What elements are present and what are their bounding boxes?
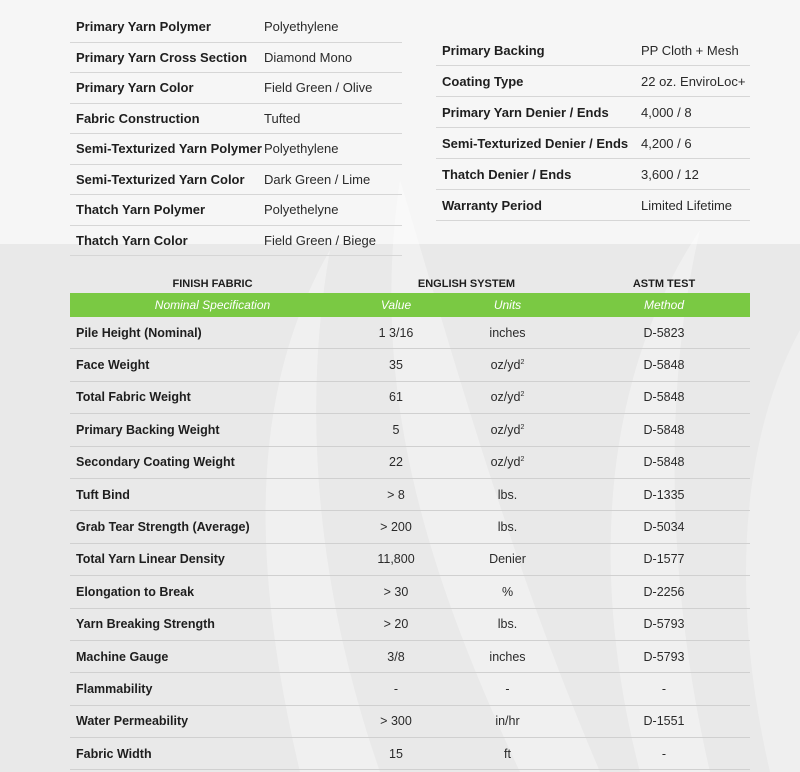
spec-row bbox=[436, 97, 750, 128]
row-test-method: D-5848 bbox=[643, 455, 685, 470]
row-unit bbox=[437, 390, 578, 404]
table-row bbox=[70, 706, 750, 738]
row-value: 35 bbox=[389, 358, 403, 373]
row-test-method: - bbox=[661, 746, 667, 761]
row-value: > 8 bbox=[387, 487, 405, 502]
spec-value: Field Green / Olive bbox=[264, 80, 373, 96]
table-row bbox=[70, 641, 750, 673]
row-value: > 200 bbox=[380, 520, 412, 535]
spec-label: Primary Yarn Polymer bbox=[76, 19, 211, 35]
spec-label: Semi-Texturized Yarn Color bbox=[76, 171, 245, 187]
subheader-bar bbox=[70, 293, 750, 317]
row-test-method: - bbox=[661, 681, 667, 696]
row-property-name: Pile Height (Nominal) bbox=[76, 325, 202, 340]
spec-row bbox=[70, 165, 402, 196]
row-property-name: Secondary Coating Weight bbox=[76, 455, 235, 470]
row-property-name: Total Yarn Linear Density bbox=[76, 552, 225, 567]
spec-value: Limited Lifetime bbox=[641, 197, 733, 213]
row-property-name: Total Fabric Weight bbox=[76, 390, 191, 405]
spec-value: Dark Green / Lime bbox=[264, 171, 371, 187]
row-value: - bbox=[393, 681, 399, 696]
table-body bbox=[70, 317, 750, 770]
left-spec-list bbox=[70, 12, 402, 256]
row-unit-text: oz/yd bbox=[490, 422, 521, 437]
row-value: 61 bbox=[389, 390, 403, 405]
spec-label: Thatch Denier / Ends bbox=[442, 166, 572, 182]
spec-row bbox=[70, 195, 402, 226]
row-unit-text: - bbox=[505, 681, 510, 696]
spec-row bbox=[70, 12, 402, 43]
spec-value: 4,000 / 8 bbox=[641, 104, 692, 120]
spec-value: Polyethylene bbox=[264, 19, 339, 35]
row-value: > 20 bbox=[383, 617, 409, 632]
row-unit-text: lbs. bbox=[497, 487, 518, 502]
row-unit bbox=[437, 455, 578, 469]
spec-row bbox=[70, 134, 402, 165]
spec-row bbox=[70, 43, 402, 74]
header-english-system: ENGLISH SYSTEM bbox=[417, 278, 516, 290]
table-row bbox=[70, 576, 750, 608]
row-unit-text: lbs. bbox=[497, 617, 518, 632]
row-unit-text: lbs. bbox=[497, 520, 518, 535]
spec-label: Primary Yarn Denier / Ends bbox=[442, 104, 609, 120]
table-row bbox=[70, 349, 750, 381]
spec-row bbox=[436, 35, 750, 66]
spec-value: Polyethelyne bbox=[264, 202, 339, 218]
row-value: 11,800 bbox=[377, 552, 415, 567]
row-unit-text: ft bbox=[504, 746, 511, 761]
row-property-name: Water Permeability bbox=[76, 714, 189, 729]
spec-value: 22 oz. EnviroLoc+ bbox=[641, 73, 746, 89]
row-unit bbox=[437, 682, 578, 696]
row-unit-text: oz/yd bbox=[490, 390, 521, 405]
row-unit-exponent: 2 bbox=[520, 456, 525, 464]
subheader-method: Method bbox=[643, 298, 685, 312]
spec-label: Coating Type bbox=[442, 73, 524, 89]
table-row bbox=[70, 447, 750, 479]
row-value: 22 bbox=[389, 455, 403, 470]
spec-value: 4,200 / 6 bbox=[641, 135, 692, 151]
table-row bbox=[70, 317, 750, 349]
spec-row bbox=[70, 73, 402, 104]
spec-row bbox=[436, 66, 750, 97]
row-value: 3/8 bbox=[387, 649, 405, 664]
row-test-method: D-1551 bbox=[643, 714, 685, 729]
spec-value: Field Green / Biege bbox=[264, 232, 377, 248]
row-test-method: D-5823 bbox=[643, 325, 685, 340]
row-property-name: Tuft Bind bbox=[76, 487, 130, 502]
spec-label: Fabric Construction bbox=[76, 110, 200, 126]
header-finish-fabric: FINISH FABRIC bbox=[172, 278, 253, 290]
spec-value: PP Cloth + Mesh bbox=[641, 42, 739, 58]
row-value: > 30 bbox=[383, 584, 409, 599]
spec-row bbox=[436, 159, 750, 190]
spec-label: Semi-Texturized Yarn Polymer bbox=[76, 141, 262, 157]
table-row bbox=[70, 544, 750, 576]
spec-label: Thatch Yarn Polymer bbox=[76, 202, 206, 218]
table-row bbox=[70, 382, 750, 414]
row-value: 1 3/16 bbox=[378, 325, 414, 340]
spec-row bbox=[70, 226, 402, 257]
table-row bbox=[70, 511, 750, 543]
row-unit bbox=[437, 423, 578, 437]
spec-label: Primary Yarn Color bbox=[76, 80, 194, 96]
subheader-nominal-spec: Nominal Specification bbox=[154, 298, 271, 312]
spec-label: Primary Backing bbox=[442, 42, 545, 58]
row-test-method: D-5793 bbox=[643, 617, 685, 632]
spec-label: Semi-Texturized Denier / Ends bbox=[442, 135, 629, 151]
row-test-method: D-1335 bbox=[643, 487, 685, 502]
row-test-method: D-5034 bbox=[643, 520, 685, 535]
table-header-row bbox=[70, 275, 750, 293]
subheader-units: Units bbox=[493, 298, 522, 312]
row-unit bbox=[437, 326, 578, 340]
row-property-name: Fabric Width bbox=[76, 746, 152, 761]
row-property-name: Yarn Breaking Strength bbox=[76, 617, 215, 632]
spec-value: Tufted bbox=[264, 110, 301, 126]
row-unit-text: oz/yd bbox=[490, 455, 521, 470]
right-spec-list bbox=[436, 35, 750, 221]
row-test-method: D-5793 bbox=[643, 649, 685, 664]
row-property-name: Grab Tear Strength (Average) bbox=[76, 520, 250, 535]
spec-label: Warranty Period bbox=[442, 197, 542, 213]
table-row bbox=[70, 738, 750, 770]
subheader-value: Value bbox=[380, 298, 412, 312]
row-unit bbox=[437, 488, 578, 502]
row-unit bbox=[437, 358, 578, 372]
table-row bbox=[70, 609, 750, 641]
row-unit-text: Denier bbox=[489, 552, 526, 567]
spec-value: Polyethylene bbox=[264, 141, 339, 157]
row-unit bbox=[437, 650, 578, 664]
row-test-method: D-1577 bbox=[643, 552, 685, 567]
row-test-method: D-5848 bbox=[643, 358, 685, 373]
spec-value: 3,600 / 12 bbox=[641, 166, 699, 182]
row-property-name: Machine Gauge bbox=[76, 649, 169, 664]
row-unit bbox=[437, 617, 578, 631]
row-property-name: Flammability bbox=[76, 681, 153, 696]
row-unit bbox=[437, 520, 578, 534]
spec-row bbox=[436, 128, 750, 159]
row-unit-text: oz/yd bbox=[490, 358, 521, 373]
row-unit bbox=[437, 585, 578, 599]
table-row bbox=[70, 479, 750, 511]
spec-row bbox=[70, 104, 402, 135]
row-value: 15 bbox=[389, 746, 403, 761]
row-unit-exponent: 2 bbox=[520, 391, 525, 399]
row-test-method: D-5848 bbox=[643, 422, 685, 437]
row-test-method: D-2256 bbox=[643, 584, 685, 599]
row-test-method: D-5848 bbox=[643, 390, 685, 405]
row-unit-text: inches bbox=[489, 325, 526, 340]
row-unit bbox=[437, 747, 578, 761]
row-unit-text: inches bbox=[489, 649, 526, 664]
row-unit bbox=[437, 552, 578, 566]
row-value: 5 bbox=[392, 422, 400, 437]
spec-value: Diamond Mono bbox=[264, 49, 353, 65]
row-unit-text: % bbox=[501, 584, 514, 599]
table-row bbox=[70, 414, 750, 446]
row-property-name: Primary Backing Weight bbox=[76, 422, 220, 437]
finish-fabric-table bbox=[70, 275, 750, 770]
spec-row bbox=[436, 190, 750, 221]
row-property-name: Elongation to Break bbox=[76, 584, 195, 599]
table-row bbox=[70, 673, 750, 705]
spec-label: Primary Yarn Cross Section bbox=[76, 49, 248, 65]
row-property-name: Face Weight bbox=[76, 358, 150, 373]
row-unit-exponent: 2 bbox=[520, 358, 525, 366]
row-unit-text: in/hr bbox=[495, 714, 520, 729]
row-unit bbox=[437, 714, 578, 728]
row-unit-exponent: 2 bbox=[520, 423, 525, 431]
spec-label: Thatch Yarn Color bbox=[76, 232, 188, 248]
row-value: > 300 bbox=[380, 714, 412, 729]
header-astm-test: ASTM TEST bbox=[632, 278, 696, 290]
